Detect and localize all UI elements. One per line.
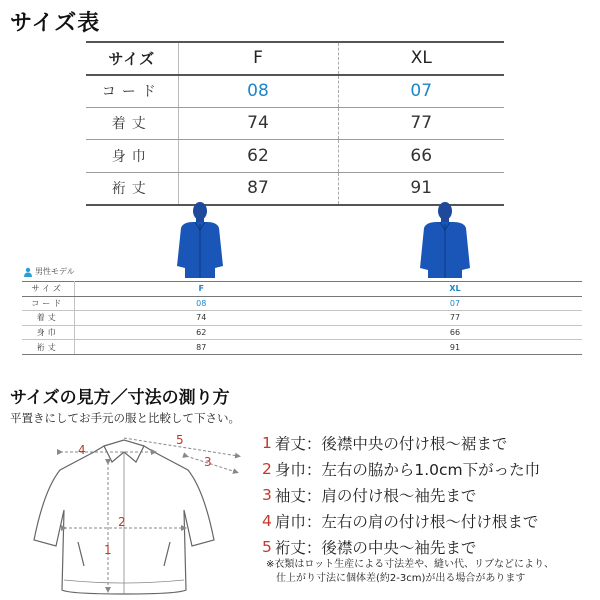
cell-value: 77 [338,107,504,140]
measure-notes [266,558,554,586]
cell-value: 08 [178,75,338,108]
model-size-table [22,281,582,355]
measure-text: 身巾：左右の脇から1.0cm下がった巾 [274,461,541,479]
cell-value: 91 [338,172,504,205]
cell-value: 77 [328,311,582,326]
row-label: 裄丈 [22,340,74,355]
row-label: コード [22,296,74,311]
table-row [22,296,582,311]
note-line: ※衣類はロット生産による寸法差や、縫い代、リブなどにより、 [266,559,554,570]
measure-item [262,456,540,482]
measure-subtitle: 平置きにしてお手元の服と比較して下さい。 [10,411,240,425]
measure-num: 2 [262,460,272,478]
cell-value: 62 [74,325,328,340]
row-label: 身巾 [86,140,178,173]
measure-text: 裄丈：後襟の中央〜袖先まで [274,539,477,557]
diagram-label-5: 5 [176,433,184,447]
measure-num: 4 [262,512,272,530]
cell-value: 91 [328,340,582,355]
model-label-text: 男性モデル [35,267,75,276]
row-label: 裄丈 [86,172,178,205]
table-row [22,311,582,326]
cell-value: 08 [74,296,328,311]
cell-value: 74 [74,311,328,326]
size-table [86,41,504,206]
table-row [86,75,504,108]
diagram-label-4: 4 [78,443,86,457]
cell-value: 74 [178,107,338,140]
size-header-f: F [178,42,338,75]
row-label: 着丈 [86,107,178,140]
cell-value: 07 [338,75,504,108]
person-icon [23,267,33,277]
cell-value: 87 [178,172,338,205]
cell-value: 66 [328,325,582,340]
table-row [22,340,582,355]
measure-num: 5 [262,538,272,556]
size-header-f: F [74,282,328,297]
measure-item [262,508,540,534]
row-label: 身巾 [22,325,74,340]
cell-value: 07 [328,296,582,311]
model-figure-icon [173,198,227,278]
small-table-header [22,282,582,297]
measure-item [262,482,540,508]
size-header-label: サイズ [22,282,74,297]
diagram-label-2: 2 [118,515,126,529]
measure-title: サイズの見方／寸法の測り方 [10,388,230,408]
size-header-label: サイズ [86,42,178,75]
measure-item [262,534,540,560]
table-row [22,325,582,340]
measure-num: 3 [262,486,272,504]
cell-value: 66 [338,140,504,173]
row-label: 着丈 [22,311,74,326]
diagram-label-1: 1 [104,543,112,557]
note-line: 仕上がり寸法に個体差(約2-3cm)が出る場合があります [276,573,526,584]
model-label [23,266,75,277]
cell-value: 87 [74,340,328,355]
cell-value: 62 [178,140,338,173]
measure-text: 袖丈：肩の付け根〜袖先まで [274,487,477,505]
model-figure-icon [418,198,472,278]
measure-text: 着丈：後襟中央の付け根〜裾まで [274,435,508,453]
size-header-xl: XL [338,42,504,75]
size-header-xl: XL [328,282,582,297]
jacket-diagram [8,430,248,598]
table-row [86,107,504,140]
measure-legend [262,430,540,560]
diagram-label-3: 3 [204,455,212,469]
size-table-header [86,42,504,75]
table-row [86,140,504,173]
row-label: コード [86,75,178,108]
measure-num: 1 [262,434,272,452]
measure-text: 肩巾：左右の肩の付け根〜付け根まで [274,513,539,531]
measure-item [262,430,540,456]
page-title: サイズ表 [10,11,101,36]
